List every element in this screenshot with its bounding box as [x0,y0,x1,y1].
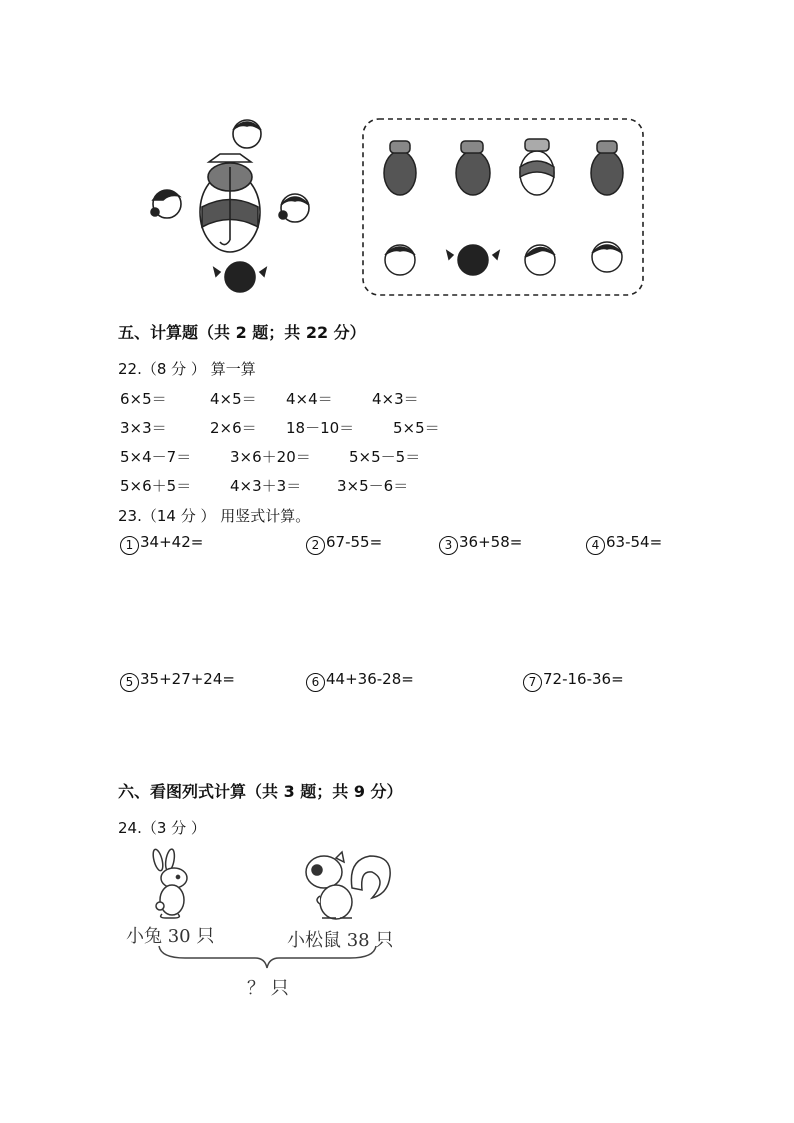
q22-expr: 3×6＋20＝ [230,448,311,466]
total-count-label: ？ 只 [247,978,289,999]
q22-expr: 5×4－7＝ [120,448,192,466]
rabbit-count-label: 小兔 30 只 [126,926,215,947]
q23-expr: 35+27+24= [140,670,235,688]
q22-expr: 5×6＋5＝ [120,477,192,495]
q23-item [306,533,382,555]
squirrel-count-label: 小松鼠 38 只 [287,930,394,951]
circled-number: 2 [306,536,325,555]
right-child-head-illustration [275,185,315,230]
q23-expr: 67-55= [326,533,383,551]
q22-expr: 18－10＝ [286,419,355,437]
circled-number: 1 [120,536,139,555]
q23-expr: 36+58= [459,533,523,551]
q22-expr: 5×5＝ [393,419,440,437]
q23-expr: 63-54= [606,533,663,551]
squirrel-icon [300,850,395,925]
circled-number: 3 [439,536,458,555]
q23-item [439,533,522,555]
q24-title: 24.（3 分 ） [118,819,206,837]
q23-title: 23.（14 分 ） 用竖式计算。 [118,507,311,525]
q23-item [586,533,662,555]
q22-expr: 4×3＋3＝ [230,477,302,495]
q22-expr: 5×5－5＝ [349,448,421,466]
circled-number: 6 [306,673,325,692]
figures-matching-box [355,115,647,300]
q22-expr: 3×5－6＝ [337,477,409,495]
section-5-heading: 五、计算题（共 2 题；共 22 分） [118,323,366,342]
q22-expr: 6×5＝ [120,390,167,408]
rabbit-icon [140,848,200,920]
q23-expr: 34+42= [140,533,204,551]
q23-item [120,670,235,692]
q22-title: 22.（8 分 ） 算一算 [118,360,256,378]
q23-item [120,533,203,555]
q23-item [306,670,414,692]
total-brace [155,944,380,974]
circled-number: 7 [523,673,542,692]
circled-number: 5 [120,673,139,692]
q23-expr: 72-16-36= [543,670,624,688]
q22-expr: 2×6＝ [210,419,257,437]
section-6-heading: 六、看图列式计算（共 3 题；共 9 分） [118,782,403,801]
q22-expr: 4×4＝ [286,390,333,408]
circled-number: 4 [586,536,605,555]
q22-expr: 4×5＝ [210,390,257,408]
q22-expr: 3×3＝ [120,419,167,437]
children-circle-illustration [135,112,275,302]
q23-expr: 44+36-28= [326,670,414,688]
q22-expr: 4×3＝ [372,390,419,408]
q23-item [523,670,624,692]
